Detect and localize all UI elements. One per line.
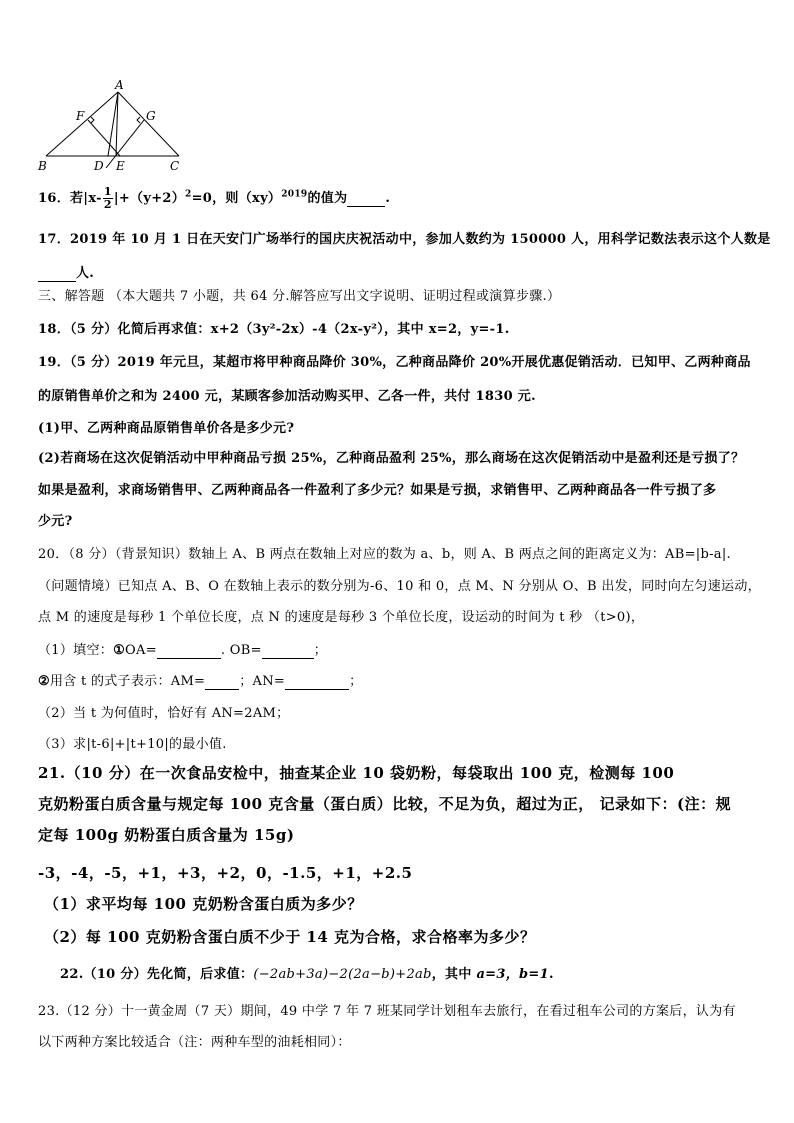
q20-semicolon: ； [349, 674, 363, 689]
q22-condition: a=3，b=1 [476, 967, 549, 982]
q20-oa: OA= [125, 643, 157, 658]
q20-an: ；AN= [239, 674, 286, 689]
question-19-line1: 19．（5 分）2019 年元旦，某超市将甲种商品降价 30%，乙种商品降价 20%开展优惠促销活动．已知甲、乙两种商品 [38, 355, 751, 370]
q16-square: 2 [185, 189, 192, 200]
circled-two: ② [38, 674, 50, 689]
q16-middle2: =0，则（xy） [191, 191, 282, 206]
label-d: D [94, 159, 104, 173]
question-22 [60, 963, 554, 982]
q22-end: . [548, 967, 554, 982]
segment-ab [46, 92, 118, 156]
question-20-line5 [38, 670, 362, 690]
question-21-line2: 克奶粉蛋白质含量与规定每 100 克含量（蛋白质）比较，不足为负，超过为正， 记录如下：(注：规 [38, 795, 732, 813]
circled-one: ① [113, 643, 126, 658]
label-b: B [38, 159, 47, 173]
q22-expression: (−2ab+3a)−2(2a−b)+2ab [253, 967, 432, 982]
q20-am: 用含 t 的式子表示：AM= [49, 674, 206, 689]
question-21-line1: 21.（10 分）在一次食品安检中，抽查某企业 10 袋奶粉，每袋取出 100 克，检测每 100 [38, 764, 675, 782]
label-a: A [115, 80, 124, 92]
right-angle-mark-f [91, 117, 94, 123]
q16-prefix: 16．若|x- [38, 191, 102, 206]
answer-blank [157, 643, 221, 659]
question-19-line6: 少元? [38, 514, 73, 529]
label-c: C [170, 159, 180, 173]
question-20-line1: 20．（8 分）（背景知识）数轴上 A、B 两点在数轴上对应的数为 a、b，则 A、B 两点之间的距离定义为：AB=|b-a|. [38, 547, 731, 562]
q16-suffix: 的值为 [307, 191, 348, 206]
answer-blank [205, 674, 239, 690]
section-heading: 三、解答题 （本大题共 7 小题，共 64 分.解答应写出文字说明、证明过程或演算步骤.） [38, 289, 561, 304]
answer-blank [347, 191, 385, 207]
q22-prefix: 22.（10 分）先化简，后求值： [60, 967, 254, 982]
label-e: E [116, 159, 125, 173]
answer-blank [262, 643, 314, 659]
question-21-data: -3，-4，-5，+1，+3，+2，0，-1.5，+1，+2.5 [38, 864, 413, 882]
question-16 [38, 186, 390, 211]
q16-end: . [385, 191, 391, 206]
q17-suffix: 人. [76, 266, 95, 281]
question-20-line4 [38, 639, 327, 659]
q20-fill-label: （1）填空： [38, 643, 114, 658]
right-angle-mark-g [137, 117, 140, 123]
question-17-line2 [38, 262, 94, 282]
question-21-part2: （2）每 100 克奶粉含蛋白质不少于 14 克为合格，求合格率为多少？ [44, 928, 536, 946]
question-20-line6: （2）当 t 为何值时，恰好有 AN=2AM； [38, 706, 290, 721]
question-19-line2: 的原销售单价之和为 2400 元，某顾客参加活动购买甲、乙各一件，共付 1830 元. [38, 389, 536, 404]
answer-blank [285, 674, 349, 690]
frac-num: 1 [103, 185, 112, 198]
question-23-line1: 23.（12 分）十一黄金周（7 天）期间，49 中学 7 年 7 班某同学计划租车去旅行，在看过租车公司的方案后，认为有 [38, 1004, 736, 1019]
segment-ac [118, 92, 179, 156]
question-17-line1: 17．2019 年 10 月 1 日在天安门广场举行的国庆庆祝活动中，参加人数约为 150000 人，用科学记数法表示这个人数是 [38, 232, 771, 247]
question-21-part1: （1）求平均每 100 克奶粉含蛋白质为多少？ [44, 895, 363, 913]
question-23-line2: 以下两种方案比较适合（注：两种车型的油耗相同）： [38, 1035, 351, 1050]
q20-ob: . OB= [220, 643, 262, 658]
segment-eg [106, 120, 144, 168]
q16-exponent: 2019 [281, 189, 308, 200]
frac-den: 2 [103, 198, 112, 211]
question-18: 18．（5 分）化简后再求值：x+2（3y²-2x）-4（2x-y²），其中 x=2，y=-1. [38, 322, 510, 337]
fraction-one-half [103, 186, 113, 211]
triangle-figure [36, 80, 196, 175]
label-g: G [146, 109, 156, 123]
question-19-line4: (2)若商场在这次促销活动中甲种商品亏损 25%，乙种商品盈利 25%，那么商场在这次促销活动中是盈利还是亏损了？ [38, 451, 745, 466]
segment-df [88, 120, 120, 156]
question-19-line3: (1)甲、乙两种商品原销售单价各是多少元? [38, 421, 295, 436]
question-21-line3: 定每 100g 奶粉蛋白质含量为 15g) [38, 826, 295, 844]
question-19-line5: 如果是盈利，求商场销售甲、乙两种商品各一件盈利了多少元？如果是亏损，求销售甲、乙两种商品各一件亏损了多 [38, 483, 717, 498]
question-20-line7: （3）求|t-6|+|t+10|的最小值. [38, 737, 227, 752]
question-20-line3: 点 M 的速度是每秒 1 个单位长度，点 N 的速度是每秒 3 个单位长度，设运动的时间为 t 秒 （t>0)， [38, 610, 645, 625]
label-f: F [76, 109, 85, 123]
q20-semicolon: ； [313, 643, 328, 658]
q16-middle: |+（y+2） [113, 191, 186, 206]
answer-blank [38, 266, 76, 282]
q22-mid: ，其中 [431, 967, 477, 982]
question-20-line2: （问题情境）已知点 A、B、O 在数轴上表示的数分别为-6、10 和 0，点 M、N 分别从 O、B 出发，同时向左匀速运动， [38, 579, 761, 594]
